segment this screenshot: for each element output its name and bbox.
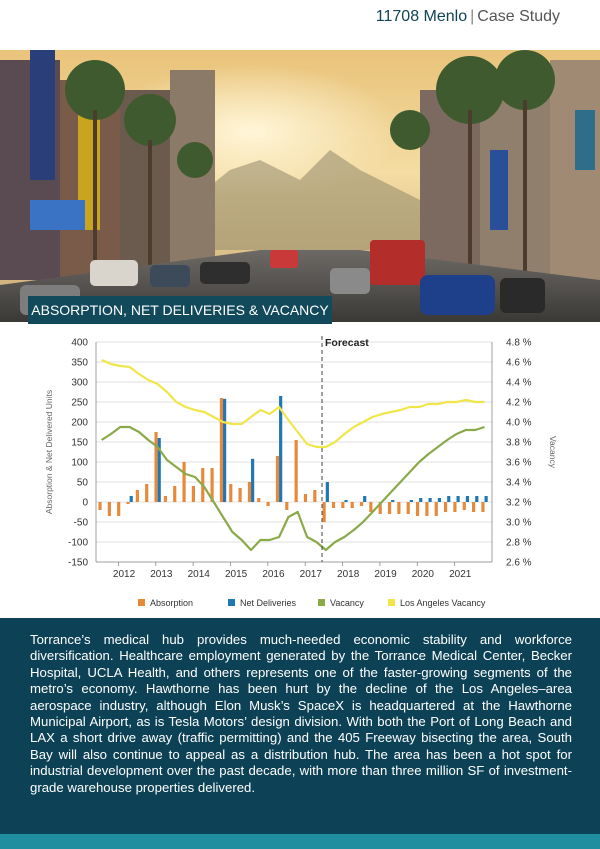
net-deliveries-bar bbox=[410, 500, 413, 502]
absorption-bar bbox=[323, 502, 326, 522]
y-tick-label: 350 bbox=[71, 357, 88, 369]
x-tick-label: 2016 bbox=[262, 569, 285, 580]
absorption-bar bbox=[220, 398, 223, 502]
net-deliveries-bar bbox=[457, 496, 460, 502]
legend-label: Vacancy bbox=[330, 598, 364, 608]
absorption-bar bbox=[276, 456, 279, 502]
la-vacancy-line bbox=[102, 360, 485, 447]
absorption-bar bbox=[164, 496, 167, 502]
y-tick-label: 400 bbox=[71, 337, 88, 349]
title-separator: | bbox=[470, 8, 475, 25]
y-tick-label: 300 bbox=[71, 377, 88, 389]
legend-label: Los Angeles Vacancy bbox=[400, 598, 486, 608]
net-deliveries-bar bbox=[428, 498, 431, 502]
absorption-bar bbox=[192, 486, 195, 502]
y-tick-label: -100 bbox=[67, 537, 88, 549]
header-title bbox=[376, 8, 560, 26]
x-tick-label: 2020 bbox=[411, 569, 435, 580]
y-tick-label: 250 bbox=[71, 397, 88, 409]
absorption-bar bbox=[154, 432, 157, 502]
y2-tick-label: 3.8 % bbox=[506, 437, 532, 449]
legend-label: Absorption bbox=[150, 598, 194, 608]
absorption-bar bbox=[98, 502, 101, 510]
y2-tick-label: 3.2 % bbox=[506, 497, 532, 509]
y-tick-label: 50 bbox=[76, 477, 88, 489]
net-deliveries-bar bbox=[438, 498, 441, 502]
net-deliveries-bar bbox=[326, 482, 329, 502]
absorption-bar bbox=[397, 502, 400, 514]
absorption-bar bbox=[453, 502, 456, 512]
y-tick-label: -150 bbox=[67, 557, 88, 569]
legend-label: Net Deliveries bbox=[240, 598, 297, 608]
absorption-bar bbox=[304, 494, 307, 502]
chart-banner: ABSORPTION, NET DELIVERIES & VACANCY bbox=[28, 296, 332, 324]
body-panel bbox=[0, 618, 600, 834]
document-type: Case Study bbox=[477, 8, 560, 25]
absorption-bar bbox=[341, 502, 344, 508]
y2-axis-title: Vacancy bbox=[548, 436, 558, 468]
absorption-bar bbox=[332, 502, 335, 508]
absorption-bar bbox=[248, 482, 251, 502]
net-deliveries-bar bbox=[419, 498, 422, 502]
absorption-bar bbox=[463, 502, 466, 510]
y2-tick-label: 4.8 % bbox=[506, 337, 532, 349]
absorption-bar bbox=[360, 502, 363, 506]
net-deliveries-bar bbox=[223, 399, 226, 502]
y-tick-label: 150 bbox=[71, 437, 88, 449]
absorption-bar bbox=[435, 502, 438, 516]
absorption-bar bbox=[257, 498, 260, 502]
y2-tick-label: 3.0 % bbox=[506, 517, 532, 529]
net-deliveries-bar bbox=[363, 496, 366, 502]
y2-tick-label: 2.6 % bbox=[506, 557, 532, 569]
x-tick-label: 2015 bbox=[224, 569, 248, 580]
absorption-bar bbox=[416, 502, 419, 516]
y-tick-label: -50 bbox=[73, 517, 88, 529]
absorption-bar bbox=[145, 484, 148, 502]
absorption-bar bbox=[117, 502, 120, 516]
net-deliveries-bar bbox=[130, 496, 133, 502]
net-deliveries-bar bbox=[485, 496, 488, 502]
x-tick-label: 2014 bbox=[187, 569, 210, 580]
page-header bbox=[0, 0, 600, 50]
absorption-bar bbox=[267, 502, 270, 506]
hollywood-street-photo bbox=[0, 50, 600, 322]
absorption-bar bbox=[295, 440, 298, 502]
y2-tick-label: 3.6 % bbox=[506, 457, 532, 469]
body-paragraph: Torrance’s medical hub provides much-needed economic stability and workforce diversification. Healthcare employment generated by the Torrance Medical Center, Becker Hospital, UCLA Health, and others represents one of the faster-growing segments of the metro’s economy. Hawthorne has been hurt by the decline of the Los Angeles–area aerospace industry, although Elon Musk’s SpaceX is headquartered at the Hawthorne Municipal Airport, as is Tesla Motors’ design division. With both the Port of Long Beach and LAX a short drive away (traffic permitting) and the 405 Freeway bisecting the area, South Bay will also continue to appeal as a distribution hub. The area has been a hot spot for industrial development over the past decade, with more than three million SF of investment-grade warehouse properties delivered. bbox=[30, 632, 572, 795]
net-deliveries-bar bbox=[251, 459, 254, 502]
legend-swatch bbox=[138, 599, 145, 606]
absorption-bar bbox=[108, 502, 111, 516]
chart-svg bbox=[0, 330, 600, 618]
y2-tick-label: 4.6 % bbox=[506, 357, 532, 369]
y2-tick-label: 4.0 % bbox=[506, 417, 532, 429]
absorption-bar bbox=[229, 484, 232, 502]
footer-bar bbox=[0, 834, 600, 849]
absorption-bar bbox=[126, 502, 129, 504]
y-tick-label: 100 bbox=[71, 457, 88, 469]
net-deliveries-bar bbox=[391, 500, 394, 502]
y-axis-title: Absorption & Net Delivered Units bbox=[44, 389, 54, 515]
net-deliveries-bar bbox=[447, 496, 450, 502]
absorption-bar bbox=[388, 502, 391, 514]
legend-swatch bbox=[228, 599, 235, 606]
y2-tick-label: 4.2 % bbox=[506, 397, 532, 409]
absorption-bar bbox=[481, 502, 484, 512]
legend-swatch bbox=[388, 599, 395, 606]
x-tick-label: 2018 bbox=[337, 569, 360, 580]
absorption-bar bbox=[313, 490, 316, 502]
absorption-bar bbox=[173, 486, 176, 502]
absorption-bar bbox=[407, 502, 410, 514]
absorption-bar bbox=[136, 490, 139, 502]
y-tick-label: 200 bbox=[71, 417, 88, 429]
x-tick-label: 2021 bbox=[449, 569, 472, 580]
legend-swatch bbox=[318, 599, 325, 606]
x-tick-label: 2012 bbox=[112, 569, 136, 580]
absorption-bar bbox=[369, 502, 372, 512]
absorption-bar bbox=[285, 502, 288, 510]
absorption-bar bbox=[444, 502, 447, 512]
absorption-bar bbox=[182, 462, 185, 502]
absorption-bar bbox=[351, 502, 354, 508]
absorption-bar bbox=[425, 502, 428, 516]
absorption-bar bbox=[239, 488, 242, 502]
y-tick-label: 0 bbox=[82, 497, 88, 509]
net-deliveries-bar bbox=[466, 496, 469, 502]
property-name: 11708 Menlo bbox=[375, 8, 468, 25]
y2-tick-label: 3.4 % bbox=[506, 477, 532, 489]
x-tick-label: 2017 bbox=[299, 569, 322, 580]
absorption-bar bbox=[472, 502, 475, 512]
y2-tick-label: 2.8 % bbox=[506, 537, 532, 549]
forecast-label: Forecast bbox=[325, 337, 369, 349]
x-tick-label: 2013 bbox=[150, 569, 173, 580]
net-deliveries-bar bbox=[344, 500, 347, 502]
net-deliveries-bar bbox=[475, 496, 478, 502]
y2-tick-label: 4.4 % bbox=[506, 377, 532, 389]
absorption-vacancy-chart bbox=[0, 330, 600, 618]
x-tick-label: 2019 bbox=[374, 569, 397, 580]
